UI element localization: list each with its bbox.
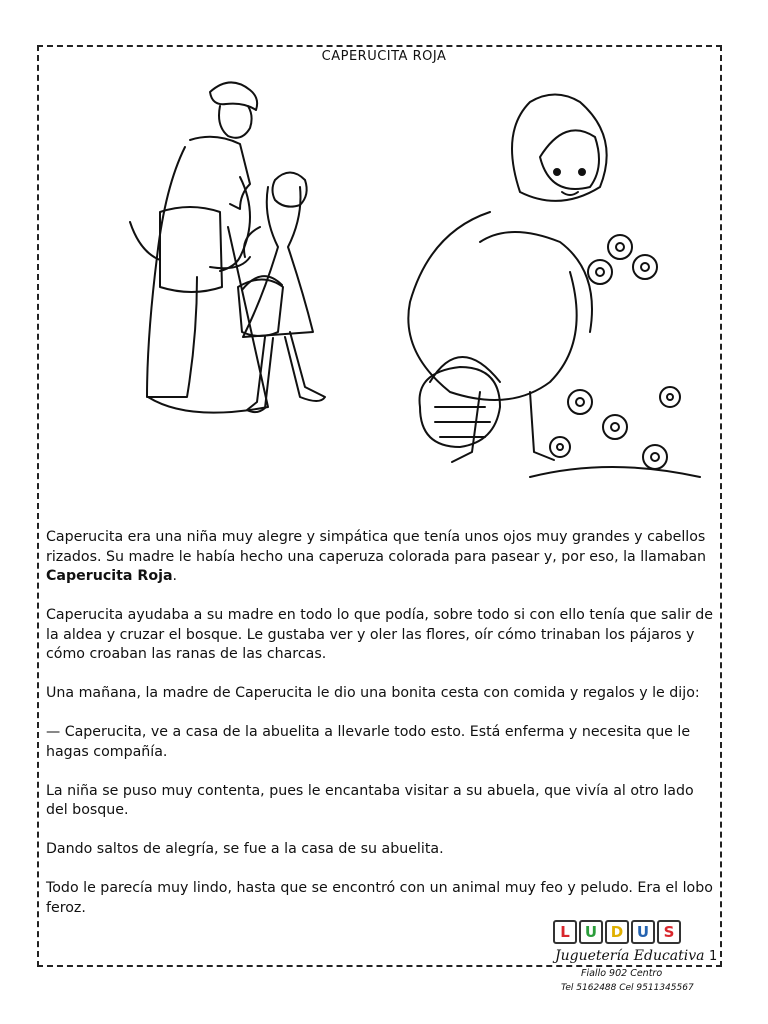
story-text <box>46 528 716 938</box>
logo-letter-blocks <box>553 920 681 944</box>
paragraph-1 <box>46 528 716 587</box>
illustration <box>60 62 710 492</box>
logo-address: Fiallo 902 Centro <box>581 968 663 979</box>
logo-tagline: Juguetería Educativa <box>555 948 705 964</box>
mother-figure <box>130 82 268 412</box>
paragraph-3: Una mañana, la madre de Caperucita le dio una bonita cesta con comida y regalos y le dijo: <box>46 685 700 701</box>
paragraph-2: Caperucita ayudaba a su madre en todo lo que podía, sobre todo si con ello tenía que salir de la aldea y cruzar el bosque. Le gustaba ver y oler las flores, oír cómo trinaban los pájaros y cómo croaban las ranas de las charcas. <box>46 607 714 662</box>
page-title: CAPERUCITA ROJA <box>321 49 447 64</box>
page-number: 1 <box>709 949 718 964</box>
paragraph-7: Todo le parecía muy lindo, hasta que se encontró con un animal muy feo y peludo. Era el lobo feroz. <box>46 880 713 916</box>
child-figure <box>238 173 325 413</box>
paragraph-5: La niña se puso muy contenta, pues le encantaba visitar a su abuela, que vivía al otro lado del bosque. <box>46 782 694 818</box>
paragraph-4: — Caperucita, ve a casa de la abuelita a llevarle todo esto. Está enferma y necesita que le hagas compañía. <box>46 724 691 760</box>
logo-block-1: L <box>553 920 577 944</box>
logo-block-2: U <box>579 920 603 944</box>
logo-block-4: U <box>631 920 655 944</box>
logo-phones: Tel 5162488 Cel 9511345567 <box>561 983 694 993</box>
ludus-logo <box>553 920 723 1000</box>
logo-block-5: S <box>657 920 681 944</box>
paragraph-6: Dando saltos de alegría, se fue a la casa de su abuelita. <box>46 841 444 857</box>
girl-with-flowers <box>408 95 606 463</box>
paragraph-1-end: . <box>172 568 178 584</box>
paragraph-1-text: Caperucita era una niña muy alegre y simpática que tenía unos ojos muy grandes y cabellos rizados. Su madre le había hecho una caperuza colorada para pasear y, por eso, la llamaban <box>46 529 707 565</box>
logo-block-3: D <box>605 920 629 944</box>
paragraph-1-bold: Caperucita Roja <box>46 568 173 584</box>
flowers <box>530 235 700 477</box>
